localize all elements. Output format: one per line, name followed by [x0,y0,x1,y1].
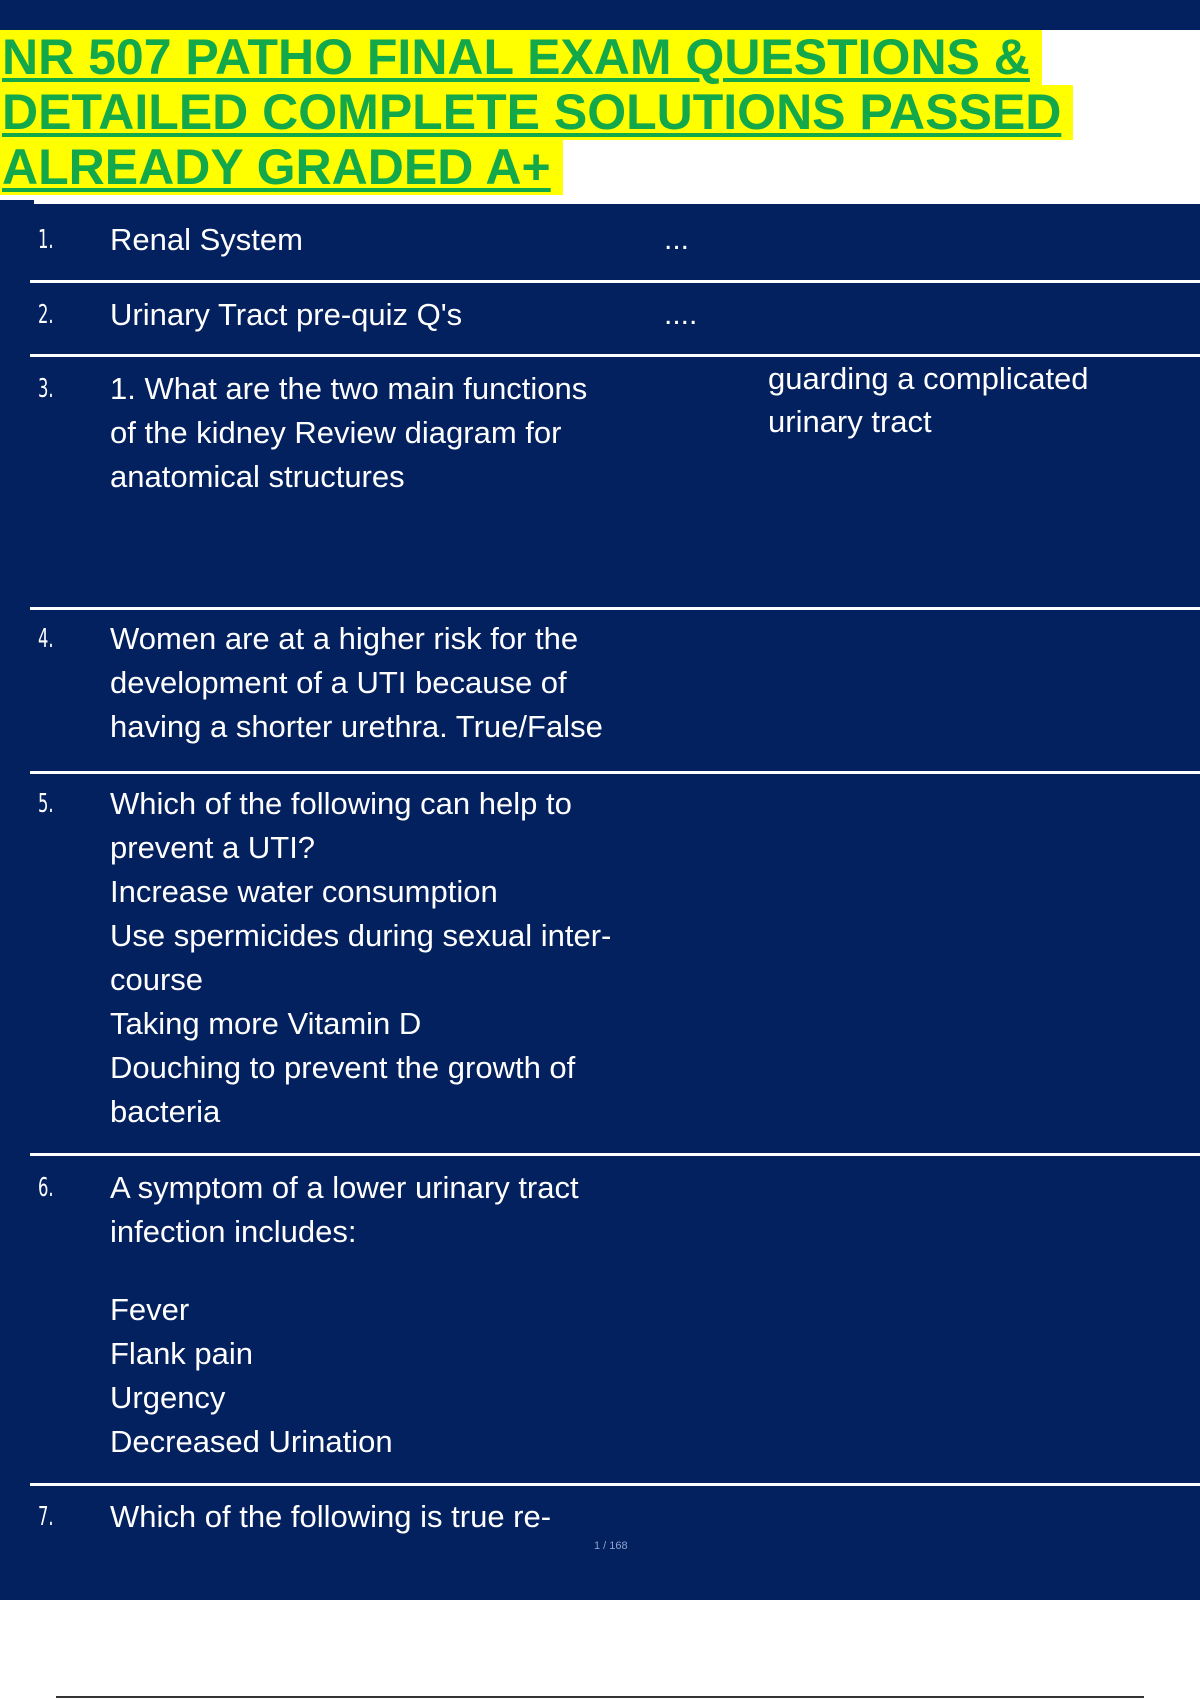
question-text: A symptom of a lower urinary tract infection includes: Fever Flank pain Urgency Decreased Urination [110,1170,579,1459]
answer-text: guarding a complicated urinary tract [768,361,1089,439]
row-marker: ... [664,223,690,256]
row-separator [30,607,1200,610]
row-number: 4. [38,624,54,654]
row-number: 2. [38,300,54,330]
question-text: 1. What are the two main functions of the kidney Review diagram for anatomical structures [110,371,588,494]
question-text: Women are at a higher risk for the development of a UTI because of having a shorter urethra. True/False [110,621,603,744]
page-indicator: 1 / 168 [594,1540,628,1552]
row-separator [30,1153,1200,1156]
question-text: Which of the following is true re- [110,1499,552,1534]
table-top-rule [34,200,1200,204]
question-text: Renal System [110,222,303,257]
footer-rule [56,1696,1144,1698]
row-marker: .... [664,298,698,331]
document-title [0,30,1200,195]
row-separator [30,771,1200,774]
row-number: 1. [38,225,54,255]
row-number: 6. [38,1173,54,1203]
top-bar [0,0,1200,30]
row-separator [30,1483,1200,1486]
title-line-1: NR 507 PATHO FINAL EXAM QUESTIONS & [0,30,1042,85]
title-line-3: ALREADY GRADED A+ [0,140,563,195]
row-number: 5. [38,789,54,819]
question-text: Which of the following can help to prevent a UTI? Increase water consumption Use spermicides during sexual inter- course Taking more Vitamin D Douching to prevent the growth of bacteria [110,786,612,1129]
row-separator [30,280,1200,283]
row-number: 3. [38,374,54,404]
question-text: Urinary Tract pre-quiz Q's [110,297,463,332]
title-line-2: DETAILED COMPLETE SOLUTIONS PASSED [0,85,1073,140]
row-number: 7. [38,1502,54,1532]
question-table [0,200,1200,1600]
